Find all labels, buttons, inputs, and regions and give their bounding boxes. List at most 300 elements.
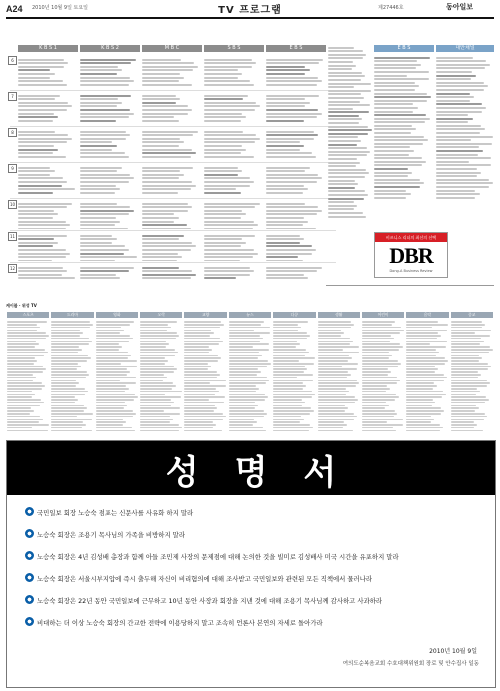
listing-line <box>328 104 370 106</box>
listing-line <box>51 380 76 382</box>
listing-line <box>18 185 62 187</box>
listing-line <box>229 330 254 332</box>
listing-line <box>142 181 192 183</box>
listing-line <box>80 188 120 190</box>
listing-line <box>204 235 255 237</box>
hour-divider <box>10 126 336 127</box>
listing-line <box>436 136 493 138</box>
listing-line <box>266 203 305 205</box>
listing-line <box>436 168 477 170</box>
listing-line <box>204 77 238 79</box>
listing-line <box>374 125 412 127</box>
cable-channel-listing <box>362 320 404 438</box>
listing-line <box>140 413 180 415</box>
listing-line <box>51 357 90 359</box>
listing-line <box>436 164 491 166</box>
listing-line <box>18 277 75 279</box>
listing-line <box>18 95 60 97</box>
listing-line <box>96 419 124 421</box>
listing-line <box>96 352 129 354</box>
listing-line <box>266 245 312 247</box>
listing-line <box>96 346 123 348</box>
listing-line <box>18 267 63 269</box>
listing-line <box>229 402 255 404</box>
listing-line <box>204 59 252 61</box>
listing-line <box>266 206 318 208</box>
listing-line <box>7 327 40 329</box>
listing-line <box>374 67 416 69</box>
listing-line <box>7 371 43 373</box>
listing-line <box>362 430 396 432</box>
listing-line <box>273 377 297 379</box>
listing-line <box>374 100 427 102</box>
listing-line <box>51 371 86 373</box>
listing-line <box>318 427 344 429</box>
listing-line <box>406 374 444 376</box>
listing-line <box>18 59 64 61</box>
listing-line <box>142 217 179 219</box>
cable-channel-header: 생활 <box>318 312 360 318</box>
listing-line <box>80 120 116 122</box>
listing-line <box>318 402 355 404</box>
listing-line <box>374 114 426 116</box>
listing-line <box>204 267 250 269</box>
listing-line <box>266 185 304 187</box>
section-title: TV 프로그램 <box>218 5 282 16</box>
listing-line <box>229 368 258 370</box>
listing-line <box>266 113 322 115</box>
listing-line <box>7 421 39 423</box>
schedule-cell <box>204 57 262 89</box>
listing-line <box>142 174 184 176</box>
listing-line <box>266 228 316 229</box>
listing-line <box>406 410 444 412</box>
listing-line <box>80 77 130 79</box>
listing-line <box>273 391 312 393</box>
listing-line <box>266 174 318 176</box>
listing-line <box>266 267 322 269</box>
listing-line <box>328 140 361 142</box>
listing-line <box>328 198 364 200</box>
listing-line <box>7 360 37 362</box>
listing-line <box>18 213 58 215</box>
listing-line <box>204 138 260 140</box>
cable-channel-listing <box>229 320 271 438</box>
listing-line <box>51 382 79 384</box>
listing-line <box>204 105 260 107</box>
hour-marker: 11 <box>9 234 16 239</box>
listing-line <box>406 349 436 351</box>
listing-line <box>374 89 415 91</box>
listing-line <box>184 349 212 351</box>
listing-line <box>18 102 68 104</box>
listing-line <box>184 399 208 401</box>
listing-line <box>229 405 258 407</box>
listing-line <box>362 391 387 393</box>
listing-line <box>204 149 246 151</box>
listing-line <box>328 93 361 95</box>
listing-line <box>204 245 241 247</box>
listing-line <box>328 172 369 174</box>
hour-divider <box>10 198 336 199</box>
listing-line <box>51 324 93 326</box>
listing-line <box>18 120 53 122</box>
listing-line <box>273 385 306 387</box>
listing-line <box>328 147 367 149</box>
listing-line <box>451 343 481 345</box>
listing-line <box>328 126 368 128</box>
listing-line <box>18 253 70 255</box>
listing-line <box>142 185 196 187</box>
listing-line <box>80 224 115 226</box>
listing-line <box>406 327 431 329</box>
schedule-cell <box>266 93 324 125</box>
listing-line <box>51 427 82 429</box>
listing-line <box>436 60 486 62</box>
listing-line <box>451 338 481 340</box>
schedule-cell <box>18 165 76 197</box>
listing-line <box>140 399 171 401</box>
listing-line <box>406 391 442 393</box>
listing-line <box>96 366 137 368</box>
listing-line <box>80 156 129 158</box>
listing-line <box>80 267 134 269</box>
listing-line <box>362 357 389 359</box>
listing-line <box>204 145 242 147</box>
listing-line <box>273 399 302 401</box>
listing-line <box>318 407 348 409</box>
schedule-cell <box>204 93 262 125</box>
listing-line <box>318 355 349 357</box>
listing-line <box>96 360 138 362</box>
listing-line <box>406 335 440 337</box>
listing-line <box>266 224 303 226</box>
listing-line <box>273 366 304 368</box>
listing-line <box>142 116 174 118</box>
listing-line <box>18 80 63 82</box>
listing-line <box>184 335 210 337</box>
listing-line <box>362 332 401 334</box>
listing-line <box>273 346 296 348</box>
listing-line <box>51 368 77 370</box>
listing-line <box>184 427 212 429</box>
listing-line <box>140 424 179 426</box>
listing-line <box>96 368 127 370</box>
listing-line <box>436 157 491 159</box>
bottom-ads-strip <box>326 285 494 300</box>
schedule-cell <box>204 233 262 261</box>
page-header <box>0 0 500 26</box>
listing-line <box>374 111 413 113</box>
listing-line <box>266 138 314 140</box>
listing-line <box>328 208 354 210</box>
listing-line <box>229 382 266 384</box>
listing-line <box>362 421 387 423</box>
listing-line <box>273 341 297 343</box>
listing-line <box>204 120 241 122</box>
listing-line <box>7 321 47 323</box>
listing-line <box>328 165 356 167</box>
listing-line <box>184 341 222 343</box>
listing-line <box>451 330 491 332</box>
listing-line <box>51 377 86 379</box>
issue-number: 제27446호 <box>378 5 404 11</box>
listing-line <box>436 150 483 152</box>
listing-line <box>273 419 303 421</box>
listing-line <box>142 270 192 272</box>
listing-line <box>51 352 78 354</box>
listing-line <box>451 352 490 354</box>
listing-line <box>266 274 304 276</box>
listing-line <box>142 238 179 240</box>
listing-line <box>7 407 31 409</box>
schedule-cell <box>18 265 76 279</box>
listing-line <box>406 388 433 390</box>
listing-line <box>328 136 358 138</box>
listing-line <box>229 391 256 393</box>
listing-line <box>374 179 420 181</box>
listing-line <box>204 84 254 86</box>
listing-line <box>184 327 220 329</box>
listing-line <box>362 388 390 390</box>
listing-line <box>80 62 131 64</box>
listing-line <box>7 355 44 357</box>
listing-line <box>18 192 53 194</box>
listing-line <box>184 371 217 373</box>
listing-line <box>142 267 179 269</box>
listing-line <box>142 260 177 261</box>
listing-line <box>18 62 68 64</box>
listing-line <box>374 143 423 145</box>
cable-channel-listing <box>96 320 138 438</box>
ebs-listing <box>374 55 432 227</box>
listing-line <box>184 416 226 418</box>
listing-line <box>328 75 365 77</box>
listing-line <box>436 190 475 192</box>
listing-line <box>96 399 135 401</box>
listing-line <box>7 410 34 412</box>
listing-line <box>328 72 362 74</box>
listing-line <box>362 394 396 396</box>
listing-line <box>7 346 35 348</box>
listing-line <box>229 341 260 343</box>
listing-line <box>204 238 242 240</box>
listing-line <box>362 385 387 387</box>
cable-channel-listing <box>184 320 226 438</box>
dbr-advertisement[interactable] <box>374 232 448 278</box>
listing-line <box>362 330 404 332</box>
listing-line <box>204 141 255 143</box>
listing-line <box>362 413 398 415</box>
schedule-cell <box>18 57 76 89</box>
listing-line <box>266 66 305 68</box>
listing-line <box>140 335 179 337</box>
schedule-cell <box>18 129 76 161</box>
listing-line <box>51 399 78 401</box>
listing-line <box>362 402 386 404</box>
listing-line <box>273 335 310 337</box>
listing-line <box>436 111 482 113</box>
listing-line <box>436 107 486 109</box>
listing-line <box>273 338 306 340</box>
listing-line <box>18 224 70 226</box>
listing-line <box>80 228 128 229</box>
listing-line <box>406 338 437 340</box>
listing-line <box>142 149 192 151</box>
listing-line <box>273 413 310 415</box>
listing-line <box>266 256 298 258</box>
listing-line <box>318 399 359 401</box>
listing-line <box>142 84 192 86</box>
listing-line <box>204 177 250 179</box>
listing-line <box>80 138 126 140</box>
listing-line <box>80 221 120 223</box>
statement-header <box>7 441 495 495</box>
listing-line <box>229 430 266 432</box>
listing-line <box>142 141 184 143</box>
listing-line <box>142 102 176 104</box>
listing-line <box>266 73 305 75</box>
listing-line <box>273 427 312 429</box>
listing-line <box>436 139 471 141</box>
listing-line <box>229 321 265 323</box>
listing-line <box>436 146 479 148</box>
listing-line <box>51 349 81 351</box>
listing-line <box>204 228 253 229</box>
listing-line <box>362 410 395 412</box>
listing-line <box>229 421 257 423</box>
listing-line <box>140 363 165 365</box>
listing-line <box>266 170 305 172</box>
listing-line <box>140 402 174 404</box>
schedule-cell <box>204 129 262 161</box>
listing-line <box>140 332 176 334</box>
listing-line <box>18 167 50 169</box>
listing-line <box>80 84 129 86</box>
listing-line <box>436 75 476 77</box>
listing-line <box>51 394 84 396</box>
listing-line <box>204 131 243 133</box>
listing-line <box>374 168 408 170</box>
listing-line <box>451 377 478 379</box>
listing-line <box>451 391 480 393</box>
listing-line <box>184 424 216 426</box>
listing-line <box>142 256 182 258</box>
listing-line <box>273 380 313 382</box>
listing-line <box>451 380 487 382</box>
listing-line <box>266 210 322 212</box>
listing-line <box>140 382 173 384</box>
listing-line <box>142 249 191 251</box>
listing-line <box>204 256 253 258</box>
listing-line <box>204 185 250 187</box>
listing-line <box>406 321 438 323</box>
listing-line <box>273 394 315 396</box>
listing-line <box>406 360 448 362</box>
listing-line <box>142 80 179 82</box>
listing-line <box>406 405 432 407</box>
listing-line <box>204 217 241 219</box>
listing-line <box>142 274 196 276</box>
listing-line <box>318 341 354 343</box>
listing-line <box>229 416 264 418</box>
schedule-cell <box>266 129 324 161</box>
listing-line <box>142 210 188 212</box>
listing-line <box>362 416 394 418</box>
listing-line <box>362 427 393 429</box>
listing-line <box>266 270 317 272</box>
listing-line <box>362 377 397 379</box>
listing-line <box>80 170 117 172</box>
listing-line <box>51 391 88 393</box>
hour-divider <box>10 90 336 91</box>
listing-line <box>362 399 395 401</box>
listing-line <box>266 260 303 261</box>
listing-line <box>96 338 133 340</box>
listing-line <box>18 270 67 272</box>
listing-line <box>204 69 238 71</box>
listing-line <box>140 368 177 370</box>
listing-line <box>406 343 430 345</box>
listing-line <box>451 410 476 412</box>
listing-line <box>273 343 300 345</box>
listing-line <box>18 206 67 208</box>
listing-line <box>96 427 132 429</box>
listing-line <box>80 102 122 104</box>
listing-line <box>184 324 223 326</box>
schedule-cell <box>80 165 138 197</box>
listing-line <box>406 421 431 423</box>
listing-line <box>362 338 394 340</box>
listing-line <box>273 371 304 373</box>
listing-line <box>273 332 307 334</box>
listing-line <box>96 343 120 345</box>
listing-line <box>204 134 256 136</box>
listing-line <box>328 65 356 67</box>
listing-line <box>273 382 303 384</box>
listing-line <box>204 188 236 190</box>
listing-line <box>18 174 50 176</box>
listing-line <box>7 391 32 393</box>
listing-line <box>96 402 125 404</box>
listing-line <box>140 416 170 418</box>
listing-line <box>451 360 479 362</box>
listing-line <box>184 382 209 384</box>
listing-line <box>328 118 362 120</box>
listing-line <box>374 75 407 77</box>
listing-line <box>140 360 168 362</box>
listing-line <box>184 355 218 357</box>
listing-line <box>406 368 438 370</box>
bullet-icon <box>25 595 34 604</box>
listing-line <box>140 396 181 398</box>
schedule-cell <box>80 57 138 89</box>
listing-line <box>406 324 448 326</box>
listing-line <box>96 332 121 334</box>
listing-line <box>374 103 413 105</box>
listing-line <box>406 363 445 365</box>
channel-header-alt: 대안채널 <box>436 45 494 52</box>
listing-line <box>18 260 52 261</box>
schedule-cell <box>80 201 138 229</box>
listing-line <box>318 352 359 354</box>
listing-line <box>204 253 258 255</box>
listing-line <box>184 346 209 348</box>
listing-line <box>436 103 482 105</box>
listing-line <box>318 394 346 396</box>
listing-line <box>273 421 300 423</box>
listing-line <box>7 368 46 370</box>
